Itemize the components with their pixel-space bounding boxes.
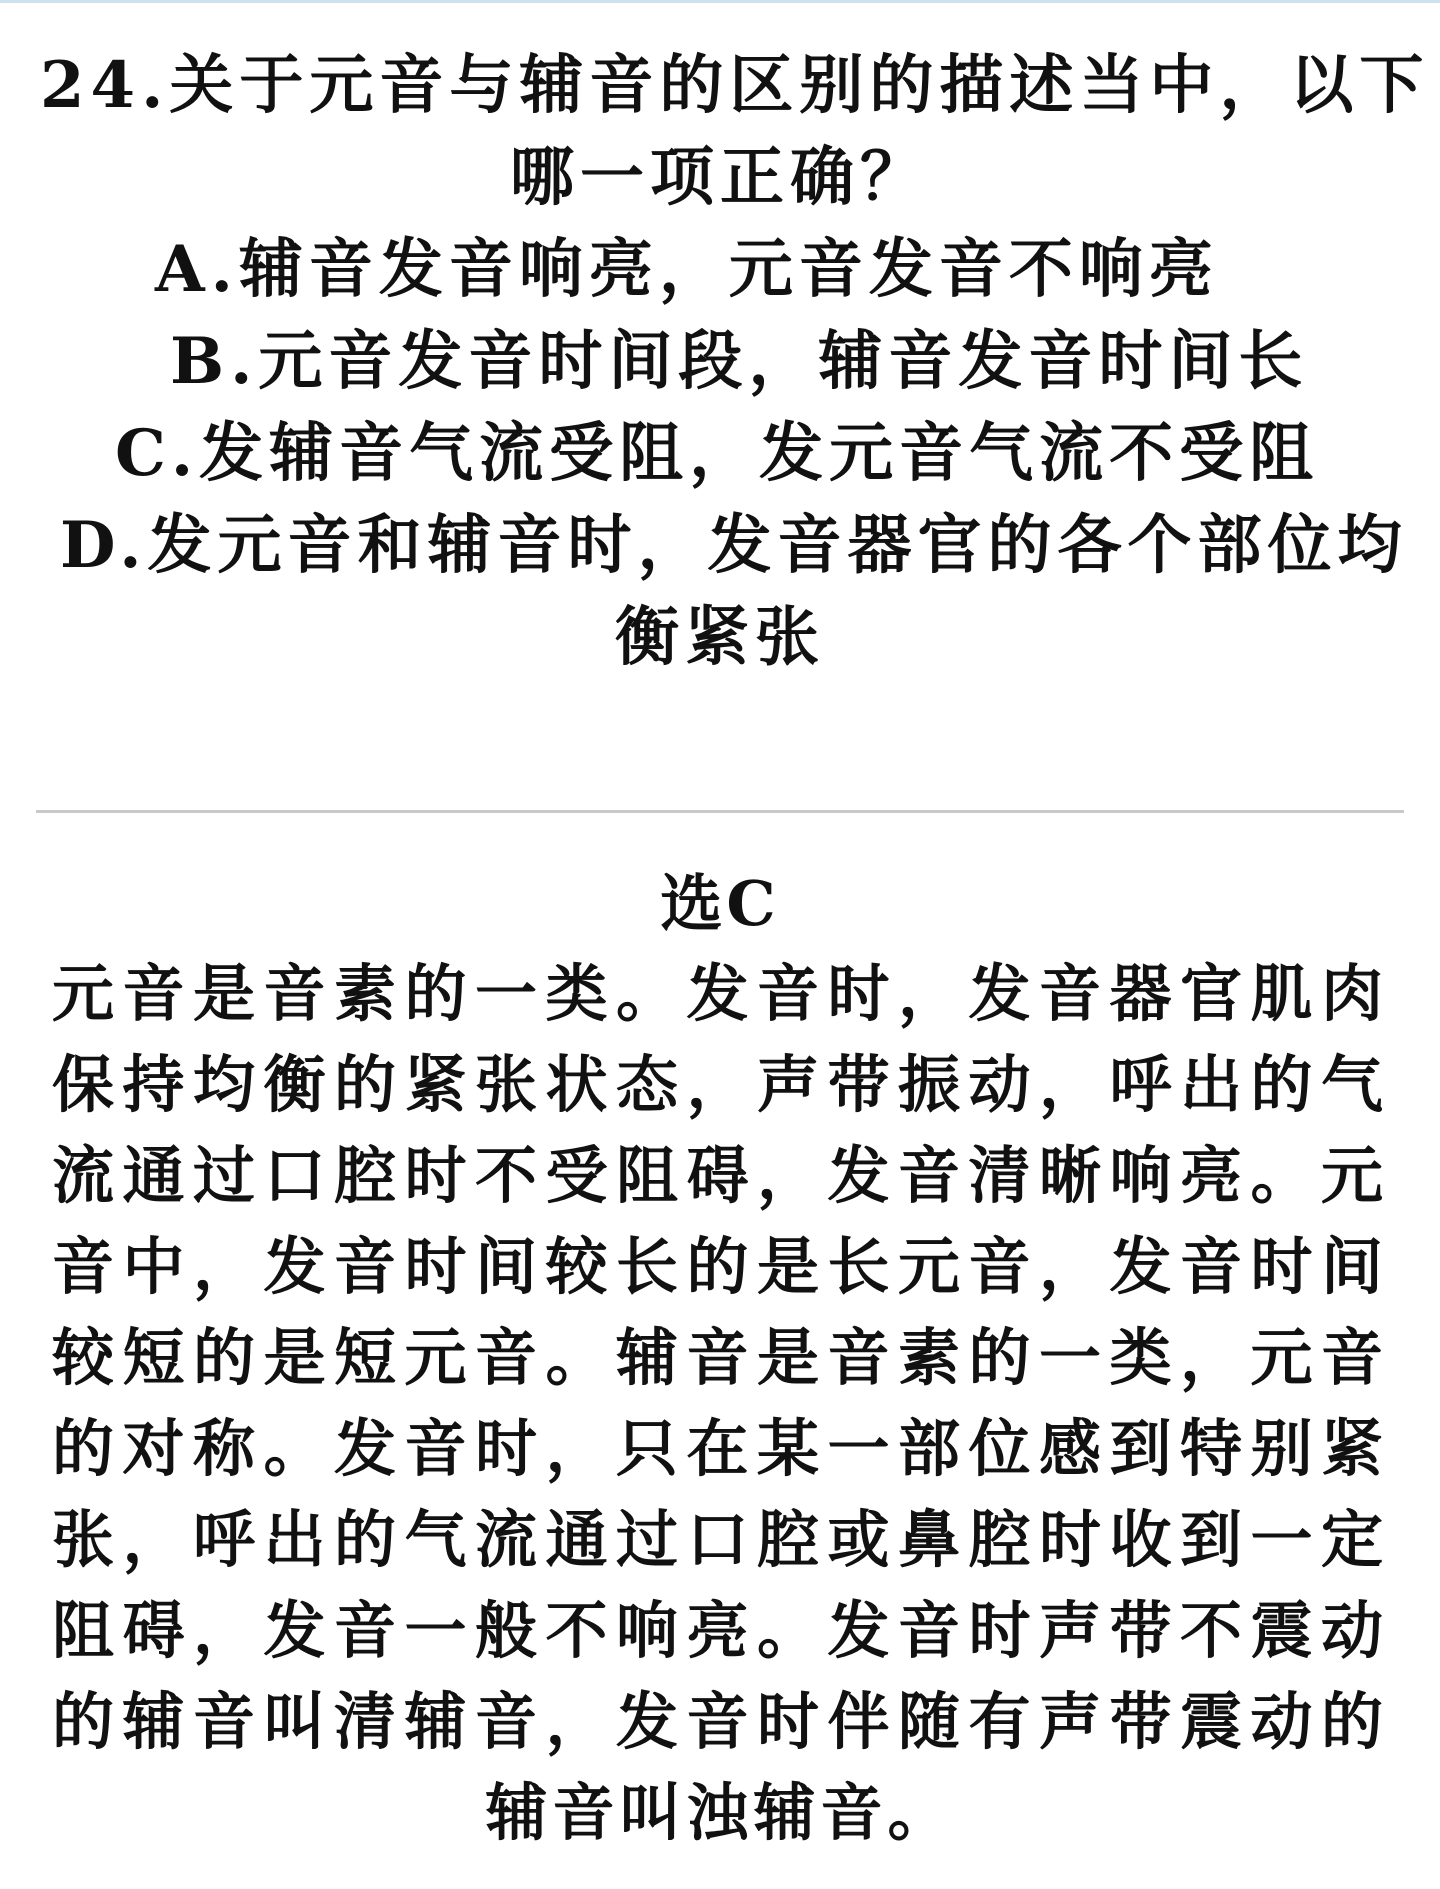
explanation-line: 的对称。发音时，只在某一部位感到特别紧 bbox=[52, 1412, 1388, 1485]
option-d-line-2: 衡紧张 bbox=[615, 600, 825, 675]
explanation-line: 辅音叫浊辅音。 bbox=[485, 1776, 955, 1849]
explanation-line: 张，呼出的气流通过口腔或鼻腔时收到一定 bbox=[52, 1503, 1388, 1576]
question-title-line-2: 哪一项正确？ bbox=[510, 140, 930, 215]
option-c: C.发辅音气流受阻，发元音气流不受阻 bbox=[115, 416, 1320, 491]
answer-label: 选C bbox=[660, 867, 780, 940]
question-title-line-1: 24.关于元音与辅音的区别的描述当中，以下 bbox=[40, 48, 1430, 123]
answer-block bbox=[40, 860, 1400, 1858]
top-accent-bar bbox=[0, 0, 1440, 3]
section-divider bbox=[36, 810, 1404, 813]
explanation-line: 元音是音素的一类。发音时，发音器官肌肉 bbox=[52, 957, 1388, 1030]
explanation-line: 音中，发音时间较长的是长元音，发音时间 bbox=[52, 1230, 1388, 1303]
explanation-line: 较短的是短元音。辅音是音素的一类，元音 bbox=[52, 1321, 1388, 1394]
explanation-line: 流通过口腔时不受阻碍，发音清晰响亮。元 bbox=[52, 1139, 1388, 1212]
question-block bbox=[40, 40, 1430, 684]
explanation-line: 的辅音叫清辅音，发音时伴随有声带震动的 bbox=[52, 1685, 1388, 1758]
explanation-line: 保持均衡的紧张状态，声带振动，呼出的气 bbox=[52, 1048, 1388, 1121]
explanation-line: 阻碍，发音一般不响亮。发音时声带不震动 bbox=[52, 1594, 1388, 1667]
option-b: B.元音发音时间段，辅音发音时间长 bbox=[170, 324, 1309, 399]
option-d-line-1: D.发元音和辅音时，发音器官的各个部位均 bbox=[60, 508, 1408, 583]
option-a: A.辅音发音响亮，元音发音不响亮 bbox=[155, 232, 1219, 307]
